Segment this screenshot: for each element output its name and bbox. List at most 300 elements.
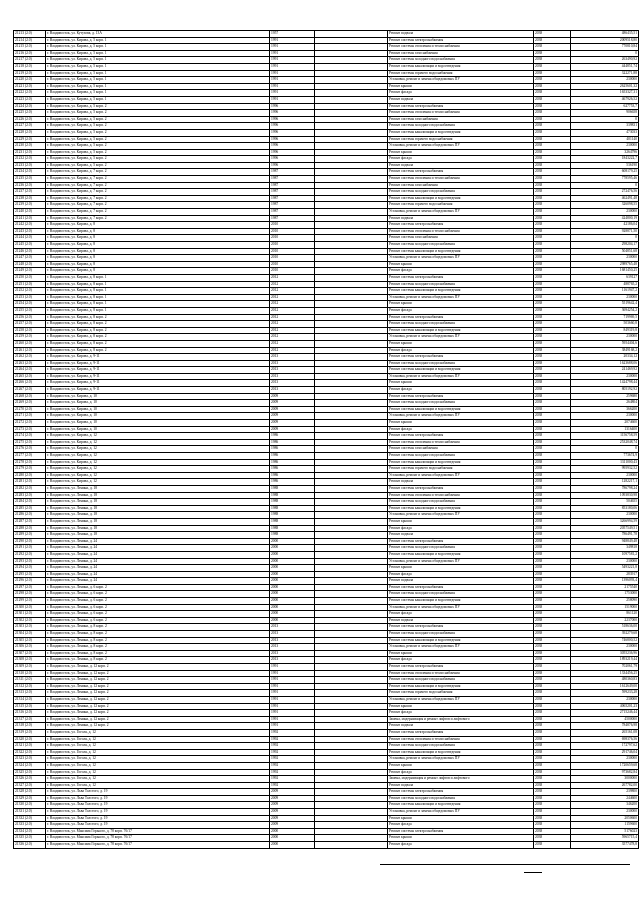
work-type-cell: Ремонт фасада <box>388 156 534 163</box>
blank-cell <box>315 644 388 651</box>
work-type-cell: Ремонт системы холодного водоснабжения <box>388 242 534 249</box>
blank-cell <box>315 37 388 44</box>
amount-cell: 326098,55 <box>571 202 639 209</box>
blank-cell <box>315 782 388 789</box>
work-type-cell: Установка, ремонт и замена общедомовых ПУ <box>388 604 534 611</box>
row-code-cell: 21322 (2.0) <box>14 749 46 756</box>
amount-cell: 444851,74 <box>571 63 639 70</box>
table-row <box>14 736 639 743</box>
row-code-cell: 21225 (2.0) <box>14 110 46 117</box>
blank-cell <box>315 762 388 769</box>
build-year-cell: 2000 <box>270 551 315 558</box>
row-code-cell: 21235 (2.0) <box>14 176 46 183</box>
row-code-cell: 21269 (2.0) <box>14 400 46 407</box>
plan-year-cell: 2038 <box>534 584 571 591</box>
row-code-cell: 21281 (2.0) <box>14 479 46 486</box>
amount-cell: 244600 <box>571 795 639 802</box>
table-row <box>14 723 639 730</box>
work-type-cell: Ремонт фасада <box>388 347 534 354</box>
plan-year-cell: 2038 <box>534 492 571 499</box>
plan-year-cell: 2038 <box>534 650 571 657</box>
work-type-cell: Ремонт системы отопления и теплоснабжения <box>388 670 534 677</box>
address-cell: г. Владивосток, ул. Льва Толстого, д. 19 <box>46 802 270 809</box>
row-code-cell: 21323 (2.0) <box>14 756 46 763</box>
amount-cell: 0 <box>571 235 639 242</box>
blank-cell <box>315 406 388 413</box>
row-code-cell: 21324 (2.0) <box>14 762 46 769</box>
amount-cell: 4500000 <box>571 716 639 723</box>
table-row <box>14 677 639 684</box>
build-year-cell: 1987 <box>270 215 315 222</box>
table-row <box>14 789 639 796</box>
blank-cell <box>315 281 388 288</box>
blank-cell <box>315 420 388 427</box>
blank-cell <box>315 578 388 585</box>
plan-year-cell: 2038 <box>534 565 571 572</box>
address-cell: г. Владивосток, ул. Ленина, д. 12 корп. 2 <box>46 664 270 671</box>
plan-year-cell: 2038 <box>534 176 571 183</box>
row-code-cell: 21259 (2.0) <box>14 334 46 341</box>
blank-cell <box>315 96 388 103</box>
amount-cell: 5493221,8 <box>571 565 639 572</box>
amount-cell: 272476,56 <box>571 189 639 196</box>
build-year-cell: 2000 <box>270 558 315 565</box>
amount-cell: 230000 <box>571 255 639 262</box>
build-year-cell: 1991 <box>270 83 315 90</box>
address-cell: г. Владивосток, ул. Ленина, д. 12 корп. 2 <box>46 723 270 730</box>
table-row <box>14 281 639 288</box>
build-year-cell: 1988 <box>270 505 315 512</box>
row-code-cell: 21289 (2.0) <box>14 532 46 539</box>
build-year-cell: 1992 <box>270 769 315 776</box>
address-cell: г. Владивосток, ул. Кирова, д. 8 корп. 2 <box>46 314 270 321</box>
plan-year-cell: 2038 <box>534 551 571 558</box>
work-type-cell: Ремонт фасада <box>388 769 534 776</box>
table-row <box>14 288 639 295</box>
build-year-cell: 1992 <box>270 749 315 756</box>
blank-cell <box>315 31 388 38</box>
build-year-cell: 2012 <box>270 334 315 341</box>
work-type-cell: Ремонт системы канализации и водоотведения <box>388 129 534 136</box>
blank-cell <box>315 301 388 308</box>
table-row <box>14 822 639 829</box>
table-row <box>14 538 639 545</box>
table-row <box>14 802 639 809</box>
work-type-cell: Ремонт системы канализации и водоотведения <box>388 802 534 809</box>
blank-cell <box>315 565 388 572</box>
address-cell: г. Владивосток, ул. Кирова, д. 12 <box>46 433 270 440</box>
build-year-cell: 2009 <box>270 420 315 427</box>
table-row <box>14 479 639 486</box>
build-year-cell: 1987 <box>270 195 315 202</box>
build-year-cell: 1986 <box>270 446 315 453</box>
build-year-cell: 2013 <box>270 637 315 644</box>
blank-cell <box>315 525 388 532</box>
work-type-cell: Установка, ремонт и замена общедомовых ПУ <box>388 143 534 150</box>
build-year-cell: 2009 <box>270 789 315 796</box>
address-cell: г. Владивосток, ул. Гоголя, д. 12 <box>46 776 270 783</box>
blank-cell <box>315 822 388 829</box>
build-year-cell: 1986 <box>270 439 315 446</box>
blank-cell <box>315 842 388 849</box>
row-code-cell: 21220 (2.0) <box>14 77 46 84</box>
plan-year-cell: 2038 <box>534 248 571 255</box>
address-cell: г. Владивосток, ул. Кирова, д. 12 <box>46 466 270 473</box>
address-cell: г. Владивосток, ул. Гоголя, д. 12 <box>46 749 270 756</box>
row-code-cell: 21298 (2.0) <box>14 591 46 598</box>
build-year-cell: 2012 <box>270 307 315 314</box>
work-type-cell: Ремонт системы холодного водоснабжения <box>388 631 534 638</box>
plan-year-cell: 2038 <box>534 703 571 710</box>
row-code-cell: 21310 (2.0) <box>14 670 46 677</box>
plan-year-cell: 2038 <box>534 354 571 361</box>
blank-cell <box>315 367 388 374</box>
build-year-cell: 2000 <box>270 591 315 598</box>
build-year-cell: 1991 <box>270 670 315 677</box>
blank-cell <box>315 90 388 97</box>
address-cell: г. Владивосток, ул. Кирова, д. 8 корп. 1 <box>46 294 270 301</box>
build-year-cell: 2012 <box>270 347 315 354</box>
table-row <box>14 657 639 664</box>
amount-cell: 267782,00 <box>571 782 639 789</box>
address-cell: г. Владивосток, ул. Гоголя, д. 12 <box>46 736 270 743</box>
row-code-cell: 21330 (2.0) <box>14 802 46 809</box>
work-type-cell: Ремонт фасада <box>388 822 534 829</box>
amount-cell: 2715246,44 <box>571 710 639 717</box>
plan-year-cell: 2038 <box>534 321 571 328</box>
amount-cell: 1424798,44 <box>571 380 639 387</box>
address-cell: г. Владивосток, ул. Кирова, д. 12 <box>46 472 270 479</box>
blank-cell <box>315 77 388 84</box>
table-row <box>14 842 639 849</box>
address-cell: г. Владивосток, ул. Кирова, д. 9-11 <box>46 387 270 394</box>
work-type-cell: Ремонт фасада <box>388 710 534 717</box>
address-cell: г. Владивосток, ул. Кирова, д. 12 <box>46 439 270 446</box>
build-year-cell: 2000 <box>270 617 315 624</box>
row-code-cell: 21307 (2.0) <box>14 650 46 657</box>
address-cell: г. Владивосток, ул. Кирова, д. 8 <box>46 222 270 229</box>
address-cell: г. Владивосток, ул. Кирова, д. 8 <box>46 235 270 242</box>
work-type-cell: Установка, ремонт и замена общедомовых ПУ <box>388 209 534 216</box>
row-code-cell: 21270 (2.0) <box>14 406 46 413</box>
build-year-cell: 1991 <box>270 690 315 697</box>
build-year-cell: 2012 <box>270 314 315 321</box>
plan-year-cell: 2038 <box>534 815 571 822</box>
address-cell: г. Владивосток, ул. Ленина, д. 6 корп. 2 <box>46 591 270 598</box>
amount-cell: 230000 <box>571 696 639 703</box>
plan-year-cell: 2038 <box>534 222 571 229</box>
blank-cell <box>315 242 388 249</box>
table-row <box>14 268 639 275</box>
address-cell: г. Владивосток, ул. Ленина, д. 8 корп. 2 <box>46 650 270 657</box>
row-code-cell: 21242 (2.0) <box>14 222 46 229</box>
address-cell: г. Владивосток, ул. Кирова, д. 5 корп. 2 <box>46 116 270 123</box>
row-code-cell: 21263 (2.0) <box>14 360 46 367</box>
work-type-cell: Ремонт крыши <box>388 301 534 308</box>
address-cell: г. Владивосток, ул. Гоголя, д. 12 <box>46 782 270 789</box>
row-code-cell: 21236 (2.0) <box>14 182 46 189</box>
address-cell: г. Владивосток, ул. Кирова, д. 5 корп. 1 <box>46 50 270 57</box>
table-row <box>14 485 639 492</box>
plan-year-cell: 2038 <box>534 670 571 677</box>
blank-cell <box>315 703 388 710</box>
address-cell: г. Владивосток, ул. Кирова, д. 5 корп. 1 <box>46 90 270 97</box>
plan-year-cell: 2038 <box>534 822 571 829</box>
row-code-cell: 21260 (2.0) <box>14 340 46 347</box>
blank-cell <box>315 209 388 216</box>
row-code-cell: 21230 (2.0) <box>14 143 46 150</box>
row-code-cell: 21250 (2.0) <box>14 274 46 281</box>
amount-cell: 3000000 <box>571 776 639 783</box>
build-year-cell: 2012 <box>270 281 315 288</box>
row-code-cell: 21249 (2.0) <box>14 268 46 275</box>
work-type-cell: Ремонт системы отопления и теплоснабжения <box>388 439 534 446</box>
work-type-cell: Ремонт системы холодного водоснабжения <box>388 360 534 367</box>
amount-cell: 283917 <box>571 571 639 578</box>
row-code-cell: 21313 (2.0) <box>14 690 46 697</box>
blank-cell <box>315 314 388 321</box>
address-cell: г. Владивосток, ул. Ленина, д. 8 корп. 2 <box>46 644 270 651</box>
build-year-cell: 1996 <box>270 129 315 136</box>
table-row <box>14 426 639 433</box>
work-type-cell: Ремонт крыши <box>388 565 534 572</box>
table-row <box>14 176 639 183</box>
table-row <box>14 828 639 835</box>
address-cell: г. Владивосток, ул. Кирова, д. 9-11 <box>46 367 270 374</box>
work-type-cell: Ремонт системы отопления и теплоснабжения <box>388 110 534 117</box>
build-year-cell: 1992 <box>270 782 315 789</box>
table-row <box>14 360 639 367</box>
row-code-cell: 21317 (2.0) <box>14 716 46 723</box>
blank-cell <box>315 650 388 657</box>
plan-year-cell: 2038 <box>534 90 571 97</box>
blank-cell <box>315 459 388 466</box>
address-cell: г. Владивосток, ул. Гоголя, д. 12 <box>46 769 270 776</box>
address-cell: г. Владивосток, ул. Ленина, д. 24 <box>46 571 270 578</box>
plan-year-cell: 2038 <box>534 110 571 117</box>
table-row <box>14 756 639 763</box>
blank-cell <box>315 222 388 229</box>
work-type-cell: Ремонт системы канализации и водоотведения <box>388 749 534 756</box>
amount-cell: 263490,92 <box>571 57 639 64</box>
address-cell: г. Владивосток, ул. Ленина, д. 12 корп. 2 <box>46 677 270 684</box>
work-type-cell: Ремонт системы отопления и теплоснабжения <box>388 492 534 499</box>
row-code-cell: 21231 (2.0) <box>14 149 46 156</box>
plan-year-cell: 2038 <box>534 149 571 156</box>
address-cell: г. Владивосток, ул. Кирова, д. 10 <box>46 426 270 433</box>
row-code-cell: 21286 (2.0) <box>14 512 46 519</box>
build-year-cell: 2012 <box>270 327 315 334</box>
plan-year-cell: 2038 <box>534 453 571 460</box>
row-code-cell: 21224 (2.0) <box>14 103 46 110</box>
work-type-cell: Ремонт системы газоснабжения <box>388 182 534 189</box>
amount-cell: 4065201,23 <box>571 703 639 710</box>
address-cell: г. Владивосток, ул. Кирова, д. 7 корп. 2 <box>46 202 270 209</box>
build-year-cell: 2000 <box>270 835 315 842</box>
build-year-cell: 1996 <box>270 162 315 169</box>
plan-year-cell: 2038 <box>534 334 571 341</box>
table-row <box>14 31 639 38</box>
blank-cell <box>315 696 388 703</box>
plan-year-cell: 2038 <box>534 598 571 605</box>
address-cell: г. Владивосток, ул. Кирова, д. 5 корп. 2 <box>46 162 270 169</box>
row-code-cell: 21227 (2.0) <box>14 123 46 130</box>
work-type-cell: Ремонт системы канализации и водоотведения <box>388 288 534 295</box>
row-code-cell: 21306 (2.0) <box>14 644 46 651</box>
table-row <box>14 189 639 196</box>
row-code-cell: 21233 (2.0) <box>14 162 46 169</box>
table-row <box>14 222 639 229</box>
address-cell: г. Владивосток, ул. Ленина, д. 6 корп. 2 <box>46 611 270 618</box>
amount-cell: 424800,19 <box>571 215 639 222</box>
address-cell: г. Владивосток, ул. Ленина, д. 12 корп. 2 <box>46 670 270 677</box>
row-code-cell: 21290 (2.0) <box>14 538 46 545</box>
amount-cell: 3849168,2 <box>571 347 639 354</box>
address-cell: г. Владивосток, ул. Кирова, д. 5 корп. 2 <box>46 156 270 163</box>
table-row <box>14 50 639 57</box>
build-year-cell: 1991 <box>270 677 315 684</box>
table-row <box>14 294 639 301</box>
amount-cell: 698376,56 <box>571 736 639 743</box>
work-type-cell: Ремонт системы отопления и теплоснабжения <box>388 176 534 183</box>
build-year-cell: 2010 <box>270 261 315 268</box>
table-row <box>14 373 639 380</box>
blank-cell <box>315 611 388 618</box>
address-cell: г. Владивосток, ул. Гоголя, д. 12 <box>46 762 270 769</box>
address-cell: г. Владивосток, ул. Кирова, д. 7 корп. 2 <box>46 215 270 222</box>
build-year-cell: 1991 <box>270 37 315 44</box>
amount-cell: 1623688,06 <box>571 360 639 367</box>
table-row <box>14 255 639 262</box>
amount-cell: 230000 <box>571 809 639 816</box>
address-cell: г. Владивосток, ул. Кирова, д. 8 <box>46 261 270 268</box>
work-type-cell: Ремонт подвала <box>388 617 534 624</box>
blank-cell <box>315 670 388 677</box>
build-year-cell: 1996 <box>270 156 315 163</box>
table-row <box>14 162 639 169</box>
table-row <box>14 96 639 103</box>
table-row <box>14 393 639 400</box>
table-row <box>14 123 639 130</box>
plan-year-cell: 2038 <box>534 624 571 631</box>
table-row <box>14 354 639 361</box>
work-type-cell: Ремонт системы канализации и водоотведения <box>388 195 534 202</box>
row-code-cell: 21240 (2.0) <box>14 209 46 216</box>
row-code-cell: 21261 (2.0) <box>14 347 46 354</box>
plan-year-cell: 2038 <box>534 209 571 216</box>
work-type-cell: Ремонт системы отопления и теплоснабжения <box>388 44 534 51</box>
plan-year-cell: 2038 <box>534 103 571 110</box>
build-year-cell: 1988 <box>270 512 315 519</box>
table-row <box>14 664 639 671</box>
blank-cell <box>315 723 388 730</box>
blank-cell <box>315 268 388 275</box>
build-year-cell: 2012 <box>270 340 315 347</box>
plan-year-cell: 2038 <box>534 182 571 189</box>
amount-cell: 1097581,2 <box>571 551 639 558</box>
table-row <box>14 809 639 816</box>
blank-cell <box>315 683 388 690</box>
work-type-cell: Ремонт системы канализации и водоотведения <box>388 406 534 413</box>
amount-cell: 3055236,96 <box>571 650 639 657</box>
build-year-cell: 2000 <box>270 611 315 618</box>
row-code-cell: 21300 (2.0) <box>14 604 46 611</box>
build-year-cell: 1987 <box>270 189 315 196</box>
blank-cell <box>315 518 388 525</box>
blank-cell <box>315 261 388 268</box>
amount-cell: 480360,83 <box>571 677 639 684</box>
blank-cell <box>315 756 388 763</box>
blank-cell <box>315 393 388 400</box>
row-code-cell: 21221 (2.0) <box>14 83 46 90</box>
amount-cell: 241469,92 <box>571 367 639 374</box>
work-type-cell: Ремонт крыши <box>388 762 534 769</box>
address-cell: г. Владивосток, ул. Ленина, д. 6 корп. 2 <box>46 584 270 591</box>
amount-cell: 230000 <box>571 512 639 519</box>
blank-cell <box>315 156 388 163</box>
blank-cell <box>315 433 388 440</box>
build-year-cell: 2000 <box>270 598 315 605</box>
address-cell: г. Владивосток, ул. Кирова, д. 7 корп. 2 <box>46 169 270 176</box>
plan-year-cell: 2038 <box>534 413 571 420</box>
plan-year-cell: 2038 <box>534 604 571 611</box>
table-body <box>14 31 639 849</box>
amount-cell: 339831 <box>571 123 639 130</box>
build-year-cell: 1991 <box>270 710 315 717</box>
row-code-cell: 21278 (2.0) <box>14 459 46 466</box>
address-cell: г. Владивосток, ул. Ленина, д. 8 корп. 2 <box>46 631 270 638</box>
work-type-cell: Ремонт системы горячего водоснабжения <box>388 70 534 77</box>
amount-cell: 1519000 <box>571 604 639 611</box>
row-code-cell: 21321 (2.0) <box>14 743 46 750</box>
address-cell: г. Владивосток, ул. Кирова, д. 5 корп. 2 <box>46 149 270 156</box>
table-row <box>14 696 639 703</box>
amount-cell: 42186,04 <box>571 222 639 229</box>
plan-year-cell: 2038 <box>534 31 571 38</box>
table-row <box>14 716 639 723</box>
amount-cell: 784876,98 <box>571 723 639 730</box>
row-code-cell: 21268 (2.0) <box>14 393 46 400</box>
plan-year-cell: 2038 <box>534 195 571 202</box>
row-code-cell: 21246 (2.0) <box>14 248 46 255</box>
table-row <box>14 670 639 677</box>
row-code-cell: 21305 (2.0) <box>14 637 46 644</box>
row-code-cell: 21303 (2.0) <box>14 624 46 631</box>
table-row <box>14 617 639 624</box>
table-row <box>14 156 639 163</box>
row-code-cell: 21216 (2.0) <box>14 50 46 57</box>
work-type-cell: Установка, ремонт и замена общедомовых ПУ <box>388 696 534 703</box>
build-year-cell: 1996 <box>270 103 315 110</box>
work-type-cell: Ремонт системы горячего водоснабжения <box>388 690 534 697</box>
work-type-cell: Ремонт системы электроснабжения <box>388 789 534 796</box>
blank-cell <box>315 749 388 756</box>
address-cell: г. Владивосток, ул. Ленина, д. 24 <box>46 538 270 545</box>
work-type-cell: Ремонт системы отопления и теплоснабжения <box>388 228 534 235</box>
table-row <box>14 209 639 216</box>
amount-cell: 1753000 <box>571 591 639 598</box>
work-type-cell: Ремонт крыши <box>388 380 534 387</box>
row-code-cell: 21334 (2.0) <box>14 828 46 835</box>
blank-cell <box>315 123 388 130</box>
amount-cell: 503660,8 <box>571 321 639 328</box>
work-type-cell: Ремонт системы холодного водоснабжения <box>388 677 534 684</box>
build-year-cell: 1991 <box>270 44 315 51</box>
blank-cell <box>315 162 388 169</box>
address-cell: г. Владивосток, ул. Кирова, д. 12 <box>46 446 270 453</box>
table-row <box>14 611 639 618</box>
blank-cell <box>315 387 388 394</box>
